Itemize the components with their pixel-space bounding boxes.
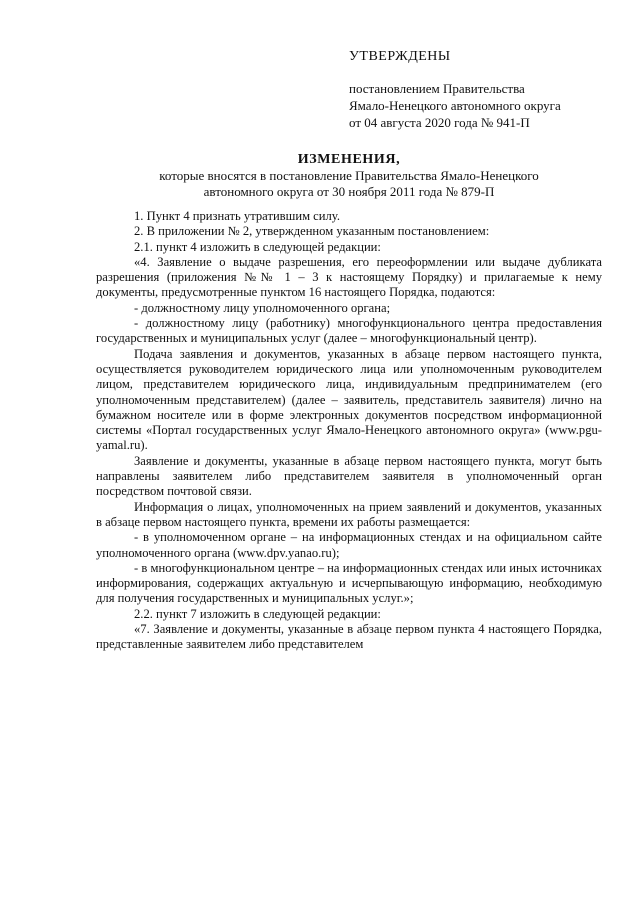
- approval-block: [349, 48, 629, 131]
- paragraph-13: «7. Заявление и документы, указанные в абзаце первом пункта 4 настоящего Порядка, представленные заявителем либо представителем: [96, 622, 602, 652]
- paragraph-6: - должностному лицу (работнику) многофункционального центра предоставления государственных и муниципальных услуг (далее – многофункциональный центр).: [96, 316, 602, 346]
- title-line-1: которые вносятся в постановление Правительства Ямало-Ненецкого: [159, 168, 539, 183]
- title-main: ИЗМЕНЕНИЯ,: [297, 152, 401, 167]
- paragraph-2: 2. В приложении № 2, утвержденном указанным постановлением:: [134, 224, 490, 239]
- paragraph-7: Подача заявления и документов, указанных в абзаце первом настоящего пункта, осуществляется руководителем юридического лица или уполномоченным руководителем лицом, представителем юридического лица, индивидуальным предпринимателем (его уполномоченным представителем) (далее – заявитель, представитель заявителя) лично на бумажном носителе или в форме электронных документов посредством информационной системы «Портал государственных услуг Ямало-Ненецкого автономного округа» (www.pgu-yamal.ru).: [96, 346, 602, 453]
- paragraph-11: - в многофункциональном центре – на информационных стендах или иных источниках информирования, содержащих актуальную и исчерпывающую информацию, необходимую для получения государственных и муниципальных услуг.»;: [96, 560, 602, 606]
- paragraph-12: 2.2. пункт 7 изложить в следующей редакции:: [134, 606, 381, 621]
- paragraph-1: 1. Пункт 4 признать утратившим силу.: [134, 209, 340, 223]
- document-title: [96, 152, 602, 200]
- document-body: [96, 209, 602, 653]
- paragraph-5: - должностному лицу уполномоченного органа;: [134, 300, 391, 315]
- paragraph-8: Заявление и документы, указанные в абзаце первом настоящего пункта, могут быть направлены заявителем либо представителем заявителя в уполномоченный орган посредством почтовой связи.: [96, 453, 602, 499]
- paragraph-4: «4. Заявление о выдаче разрешения, его переоформлении или выдаче дубликата разрешения (приложения №№ 1 – 3 к настоящему Порядку) и прилагаемые к нему документы, предусмотренные пунктом 16 настоящего Порядка, подаются:: [96, 254, 602, 300]
- approval-heading: УТВЕРЖДЕНЫ: [349, 49, 451, 64]
- title-line-2: автономного округа от 30 ноября 2011 года № 879-П: [203, 184, 495, 199]
- paragraph-10: - в уполномоченном органе – на информационных стендах и на официальном сайте уполномоченного органа (www.dpv.yanao.ru);: [96, 530, 602, 560]
- paragraph-9: Информация о лицах, уполномоченных на прием заявлений и документов, указанных в абзаце первом настоящего пункта, времени их работы размещается:: [96, 499, 602, 529]
- approval-line-1: постановлением Правительства: [349, 81, 525, 96]
- paragraph-3: 2.1. пункт 4 изложить в следующей редакции:: [134, 239, 381, 254]
- approval-line-3: от 04 августа 2020 года № 941-П: [349, 115, 530, 130]
- approval-line-2: Ямало-Ненецкого автономного округа: [349, 98, 561, 113]
